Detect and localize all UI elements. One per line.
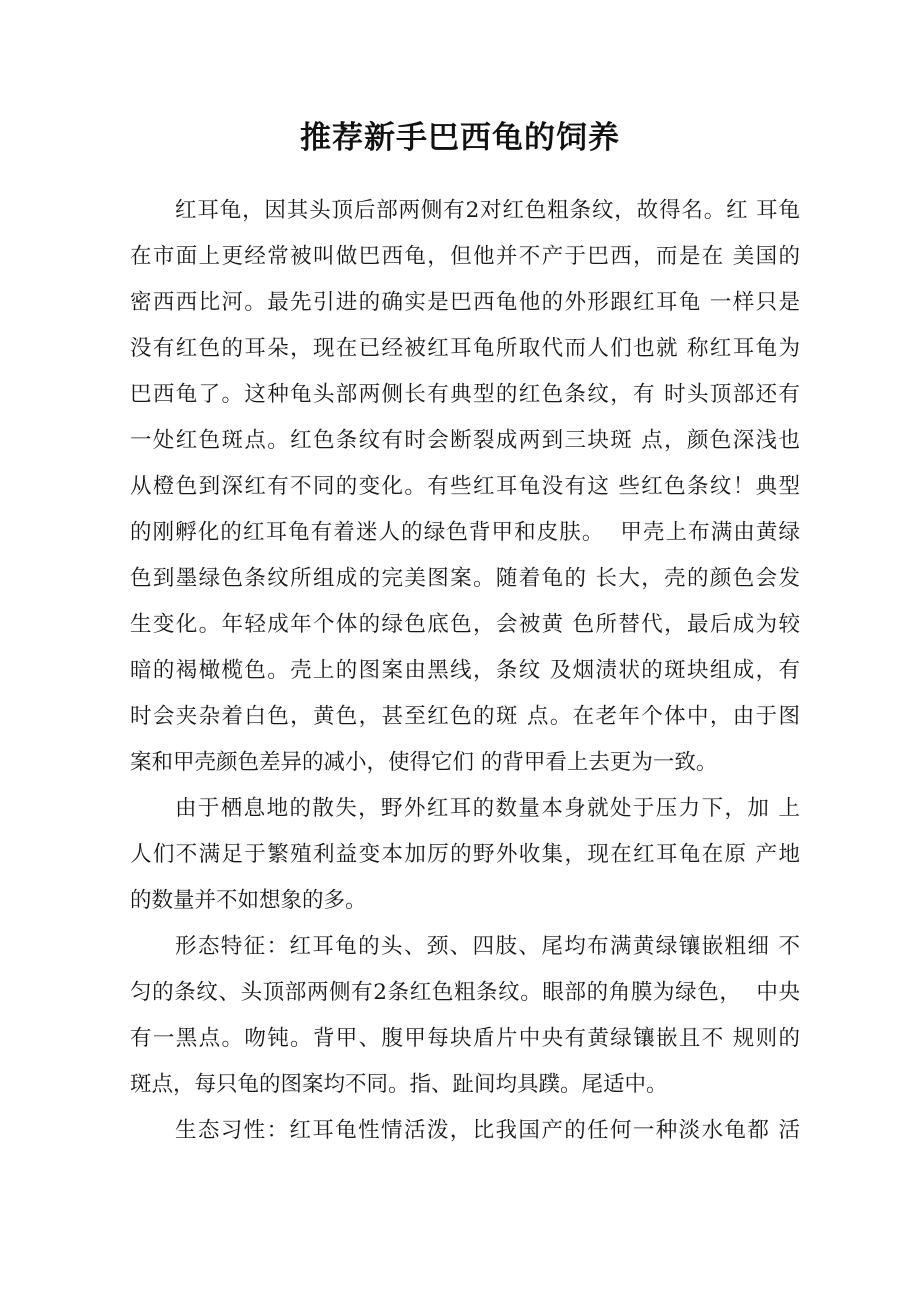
text-line: 没有红色的耳朵，现在已经被红耳龟所取代而人们也就 称红耳龟为: [130, 336, 800, 361]
text-line: 的刚孵化的红耳龟有着迷人的绿色背甲和皮肤。 甲壳上布满由黄绿: [130, 520, 800, 545]
text-line: 生变化。年轻成年个体的绿色底色，会被黄 色所替代，最后成为较: [130, 612, 800, 637]
text-line: 斑点，每只龟的图案均不同。指、趾间均具蹼。尾适中。: [130, 1072, 668, 1097]
text-line: 色到墨绿色条纹所组成的完美图案。随着龟的 长大，壳的颜色会发: [130, 566, 800, 591]
text-line: 从橙色到深红有不同的变化。有些红耳龟没有这 些红色条纹！典型: [130, 474, 800, 499]
text-line: 人们不满足于繁殖利益变本加厉的野外收集，现在红耳龟在原 产地: [130, 842, 800, 867]
text-line: 在市面上更经常被叫做巴西龟，但他并不产于巴西，而是在 美国的: [130, 244, 800, 269]
text-line: 密西西比河。最先引进的确实是巴西龟他的外形跟红耳龟 一样只是: [130, 290, 800, 315]
text-line: 有一黑点。吻钝。背甲、腹甲每块盾片中央有黄绿镶嵌且不 规则的: [130, 1026, 800, 1051]
text-line: 红耳龟，因其头顶后部两侧有2对红色粗条纹，故得名。红 耳龟: [175, 198, 800, 223]
text-line: 生态习性：红耳龟性情活泼，比我国产的任何一种淡水龟都 活: [175, 1118, 800, 1143]
text-line: 一处红色斑点。红色条纹有时会断裂成两到三块斑 点，颜色深浅也: [130, 428, 800, 453]
document-title: 推荐新手巴西龟的饲养: [300, 120, 620, 156]
text-line: 时会夹杂着白色，黄色，甚至红色的斑 点。在老年个体中，由于图: [130, 704, 800, 729]
text-line: 形态特征：红耳龟的头、颈、四肢、尾均布满黄绿镶嵌粗细 不: [175, 934, 800, 959]
text-line: 案和甲壳颜色差异的减小，使得它们 的背甲看上去更为一致。: [130, 750, 718, 775]
text-line: 暗的褐橄榄色。壳上的图案由黑线，条纹 及烟渍状的斑块组成，有: [130, 658, 800, 683]
text-line: 巴西龟了。这种龟头部两侧长有典型的红色条纹，有 时头顶部还有: [130, 382, 800, 407]
text-line: 匀的条纹、头顶部两侧有2条红色粗条纹。眼部的角膜为绿色， 中央: [130, 980, 800, 1005]
text-line: 的数量并不如想象的多。: [130, 888, 367, 913]
text-line: 由于栖息地的散失，野外红耳的数量本身就处于压力下，加 上: [175, 796, 800, 821]
